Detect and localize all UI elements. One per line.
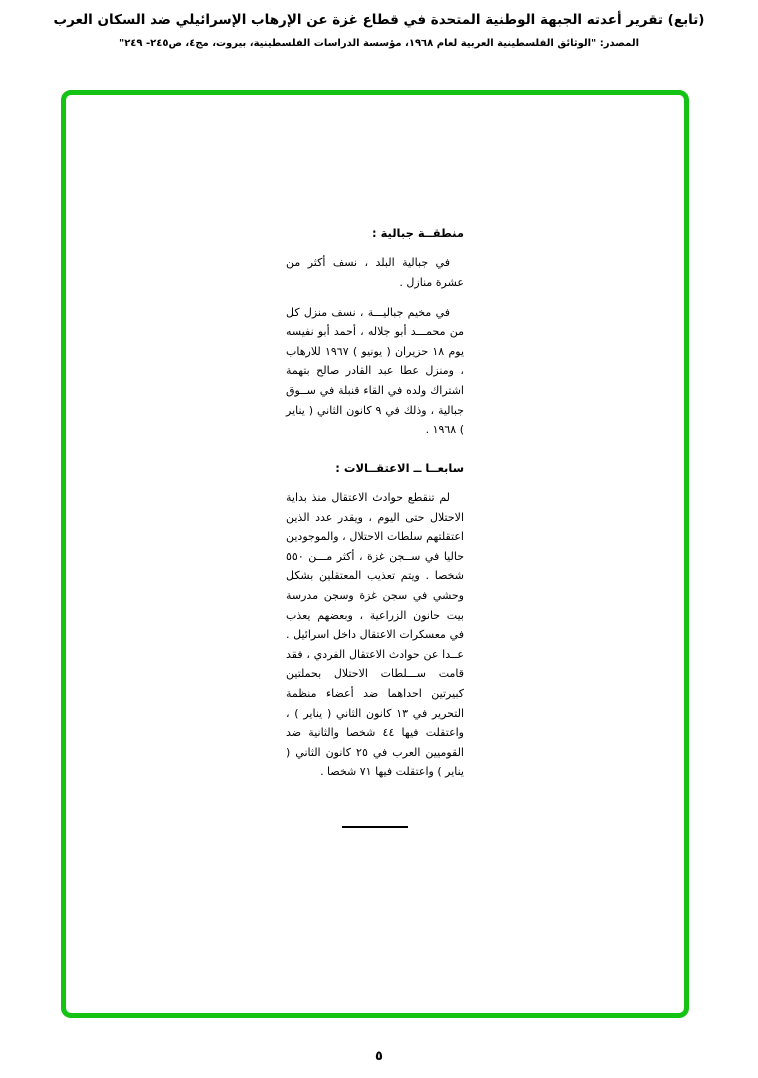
source-citation: المصدر: "الوثائق الفلسطينية العربية لعام ١٩٦٨، مؤسسة الدراسات الفلسطينية، بيروت، مج٤، ص٢٤٥- ٢٤٩" — [118, 38, 640, 49]
section-end-divider — [342, 826, 408, 828]
section-heading-arrests: سابعــا ــ الاعتقــالات : — [335, 460, 464, 475]
paragraph: في مخيم جباليـــة ، نسف منزل كل من محمـــد أبو جلاله ، أحمد أبو نفيسه يوم ١٨ حزيران ( يونيو ) ١٩٦٧ للارهاب ، ومنزل عطا عبد القادر صالح بتهمة اشتراك ولده في القاء قنبلة في ســوق جبالية ، وذلك في ٩ كانون الثاني ( يناير ) ١٩٦٨ . — [286, 305, 464, 437]
report-title: (تابع) تقرير أعدته الجبهة الوطنية المتحدة في قطاع غزة عن الإرهاب الإسرائيلي ضد السكان العرب — [53, 12, 705, 28]
paragraph: لم تنقطع حوادث الاعتقال منذ بداية الاحتلال حتى اليوم ، ويقدر عدد الذين اعتقلتهم سلطات الاحتلال ، والموجودين حاليا في ســجن غزة ، أكثر مـــن ٥٥٠ شخصا . ويتم تعذيب المعتقلين بشكل وحشي في سجن غزة وسجن مدرسة بيت حانون الزراعية ، وبعضهم يعذب في معسكرات الاعتقال داخل اسرائيل . عــدا عن حوادث الاعتقال الفردي ، فقد قامت ســـلطات الاحتلال بحملتين كبيرتين احداهما ضد أعضاء منظمة التحرير في ١٣ كانون الثاني ( يناير ) ، واعتقلت فيها ٤٤ شخصا والثانية ضد القوميين العرب في ٢٥ كانون الثاني ( يناير ) واعتقلت فيها ٧١ شخصا . — [286, 491, 464, 779]
document-frame — [61, 90, 689, 1018]
section-heading-jabalia-area: منطقــة جبالية : — [371, 226, 464, 240]
page-number: ٥ — [375, 1049, 383, 1064]
document-body — [286, 223, 464, 828]
page-header — [0, 0, 758, 49]
paragraph: في جبالية البلد ، نسف أكثر من عشرة منازل . — [286, 256, 464, 290]
